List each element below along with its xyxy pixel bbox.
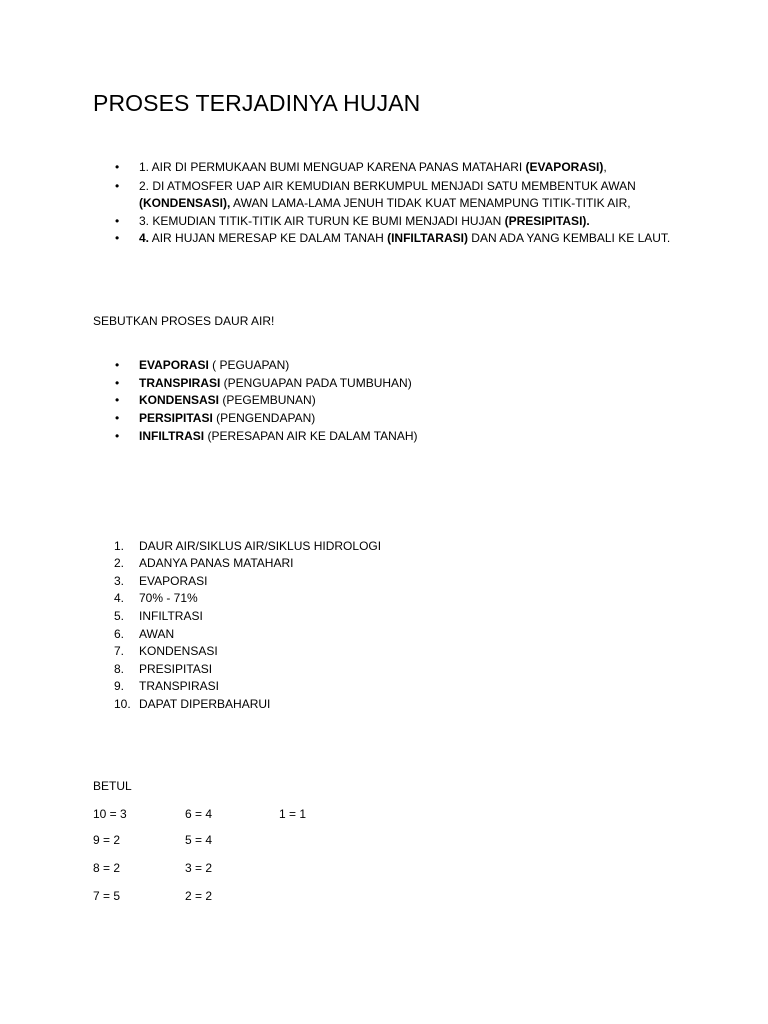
- betul-label: BETUL: [93, 779, 132, 793]
- process-item-2: 2. DI ATMOSFER UAP AIR KEMUDIAN BERKUMPUL MENJADI SATU MEMBENTUK AWAN: [139, 179, 636, 193]
- cycle-item: INFILTRASI (PERESAPAN AIR KE DALAM TANAH): [139, 429, 418, 443]
- list-number: 8.: [114, 662, 125, 676]
- list-number: 10.: [114, 697, 131, 711]
- score-cell: 9 = 2: [93, 833, 121, 847]
- score-cell: 7 = 5: [93, 889, 121, 903]
- answer-item: DAUR AIR/SIKLUS AIR/SIKLUS HIDROLOGI: [139, 539, 382, 553]
- bullet-icon: •: [115, 214, 120, 228]
- score-cell: 10 = 3: [93, 807, 127, 821]
- question-text: SEBUTKAN PROSES DAUR AIR!: [93, 314, 275, 328]
- cycle-item: TRANSPIRASI (PENGUAPAN PADA TUMBUHAN): [139, 376, 412, 390]
- answer-item: 70% - 71%: [139, 591, 198, 605]
- score-cell: 3 = 2: [185, 861, 213, 875]
- bullet-icon: •: [115, 411, 120, 425]
- bullet-icon: •: [115, 179, 120, 193]
- answer-item: PRESIPITASI: [139, 662, 213, 676]
- answer-item: DAPAT DIPERBAHARUI: [139, 697, 271, 711]
- bullet-icon: •: [115, 376, 120, 390]
- answer-item: ADANYA PANAS MATAHARI: [139, 556, 294, 570]
- bullet-icon: •: [115, 358, 120, 372]
- bullet-icon: •: [115, 393, 120, 407]
- answer-item: TRANSPIRASI: [139, 679, 220, 693]
- score-cell: 8 = 2: [93, 861, 121, 875]
- answer-item: EVAPORASI: [139, 574, 208, 588]
- bullet-icon: •: [115, 231, 120, 245]
- list-number: 5.: [114, 609, 125, 623]
- score-cell: 1 = 1: [279, 807, 307, 821]
- cycle-item: EVAPORASI ( PEGUAPAN): [139, 358, 290, 372]
- answer-item: INFILTRASI: [139, 609, 203, 623]
- process-item-4: 4. AIR HUJAN MERESAP KE DALAM TANAH (INFILTARASI) DAN ADA YANG KEMBALI KE LAUT.: [139, 231, 671, 245]
- score-cell: 5 = 4: [185, 833, 213, 847]
- score-cell: 2 = 2: [185, 889, 213, 903]
- list-number: 3.: [114, 574, 125, 588]
- list-number: 7.: [114, 644, 125, 658]
- list-number: 6.: [114, 627, 125, 641]
- list-number: 1.: [114, 539, 125, 553]
- bullet-icon: •: [115, 429, 120, 443]
- process-item-1: 1. AIR DI PERMUKAAN BUMI MENGUAP KARENA PANAS MATAHARI (EVAPORASI),: [139, 160, 607, 174]
- page-title: PROSES TERJADINYA HUJAN: [93, 90, 421, 116]
- bullet-icon: •: [115, 160, 120, 174]
- cycle-item: KONDENSASI (PEGEMBUNAN): [139, 393, 316, 407]
- answer-item: AWAN: [139, 627, 175, 641]
- answer-item: KONDENSASI: [139, 644, 218, 658]
- list-number: 2.: [114, 556, 125, 570]
- list-number: 9.: [114, 679, 125, 693]
- process-item-3: 3. KEMUDIAN TITIK-TITIK AIR TURUN KE BUMI MENJADI HUJAN (PRESIPITASI).: [139, 214, 590, 228]
- process-item-2-continued: (KONDENSASI), AWAN LAMA-LAMA JENUH TIDAK KUAT MENAMPUNG TITIK-TITIK AIR,: [139, 196, 631, 210]
- cycle-item: PERSIPITASI (PENGENDAPAN): [139, 411, 316, 425]
- score-cell: 6 = 4: [185, 807, 213, 821]
- list-number: 4.: [114, 591, 125, 605]
